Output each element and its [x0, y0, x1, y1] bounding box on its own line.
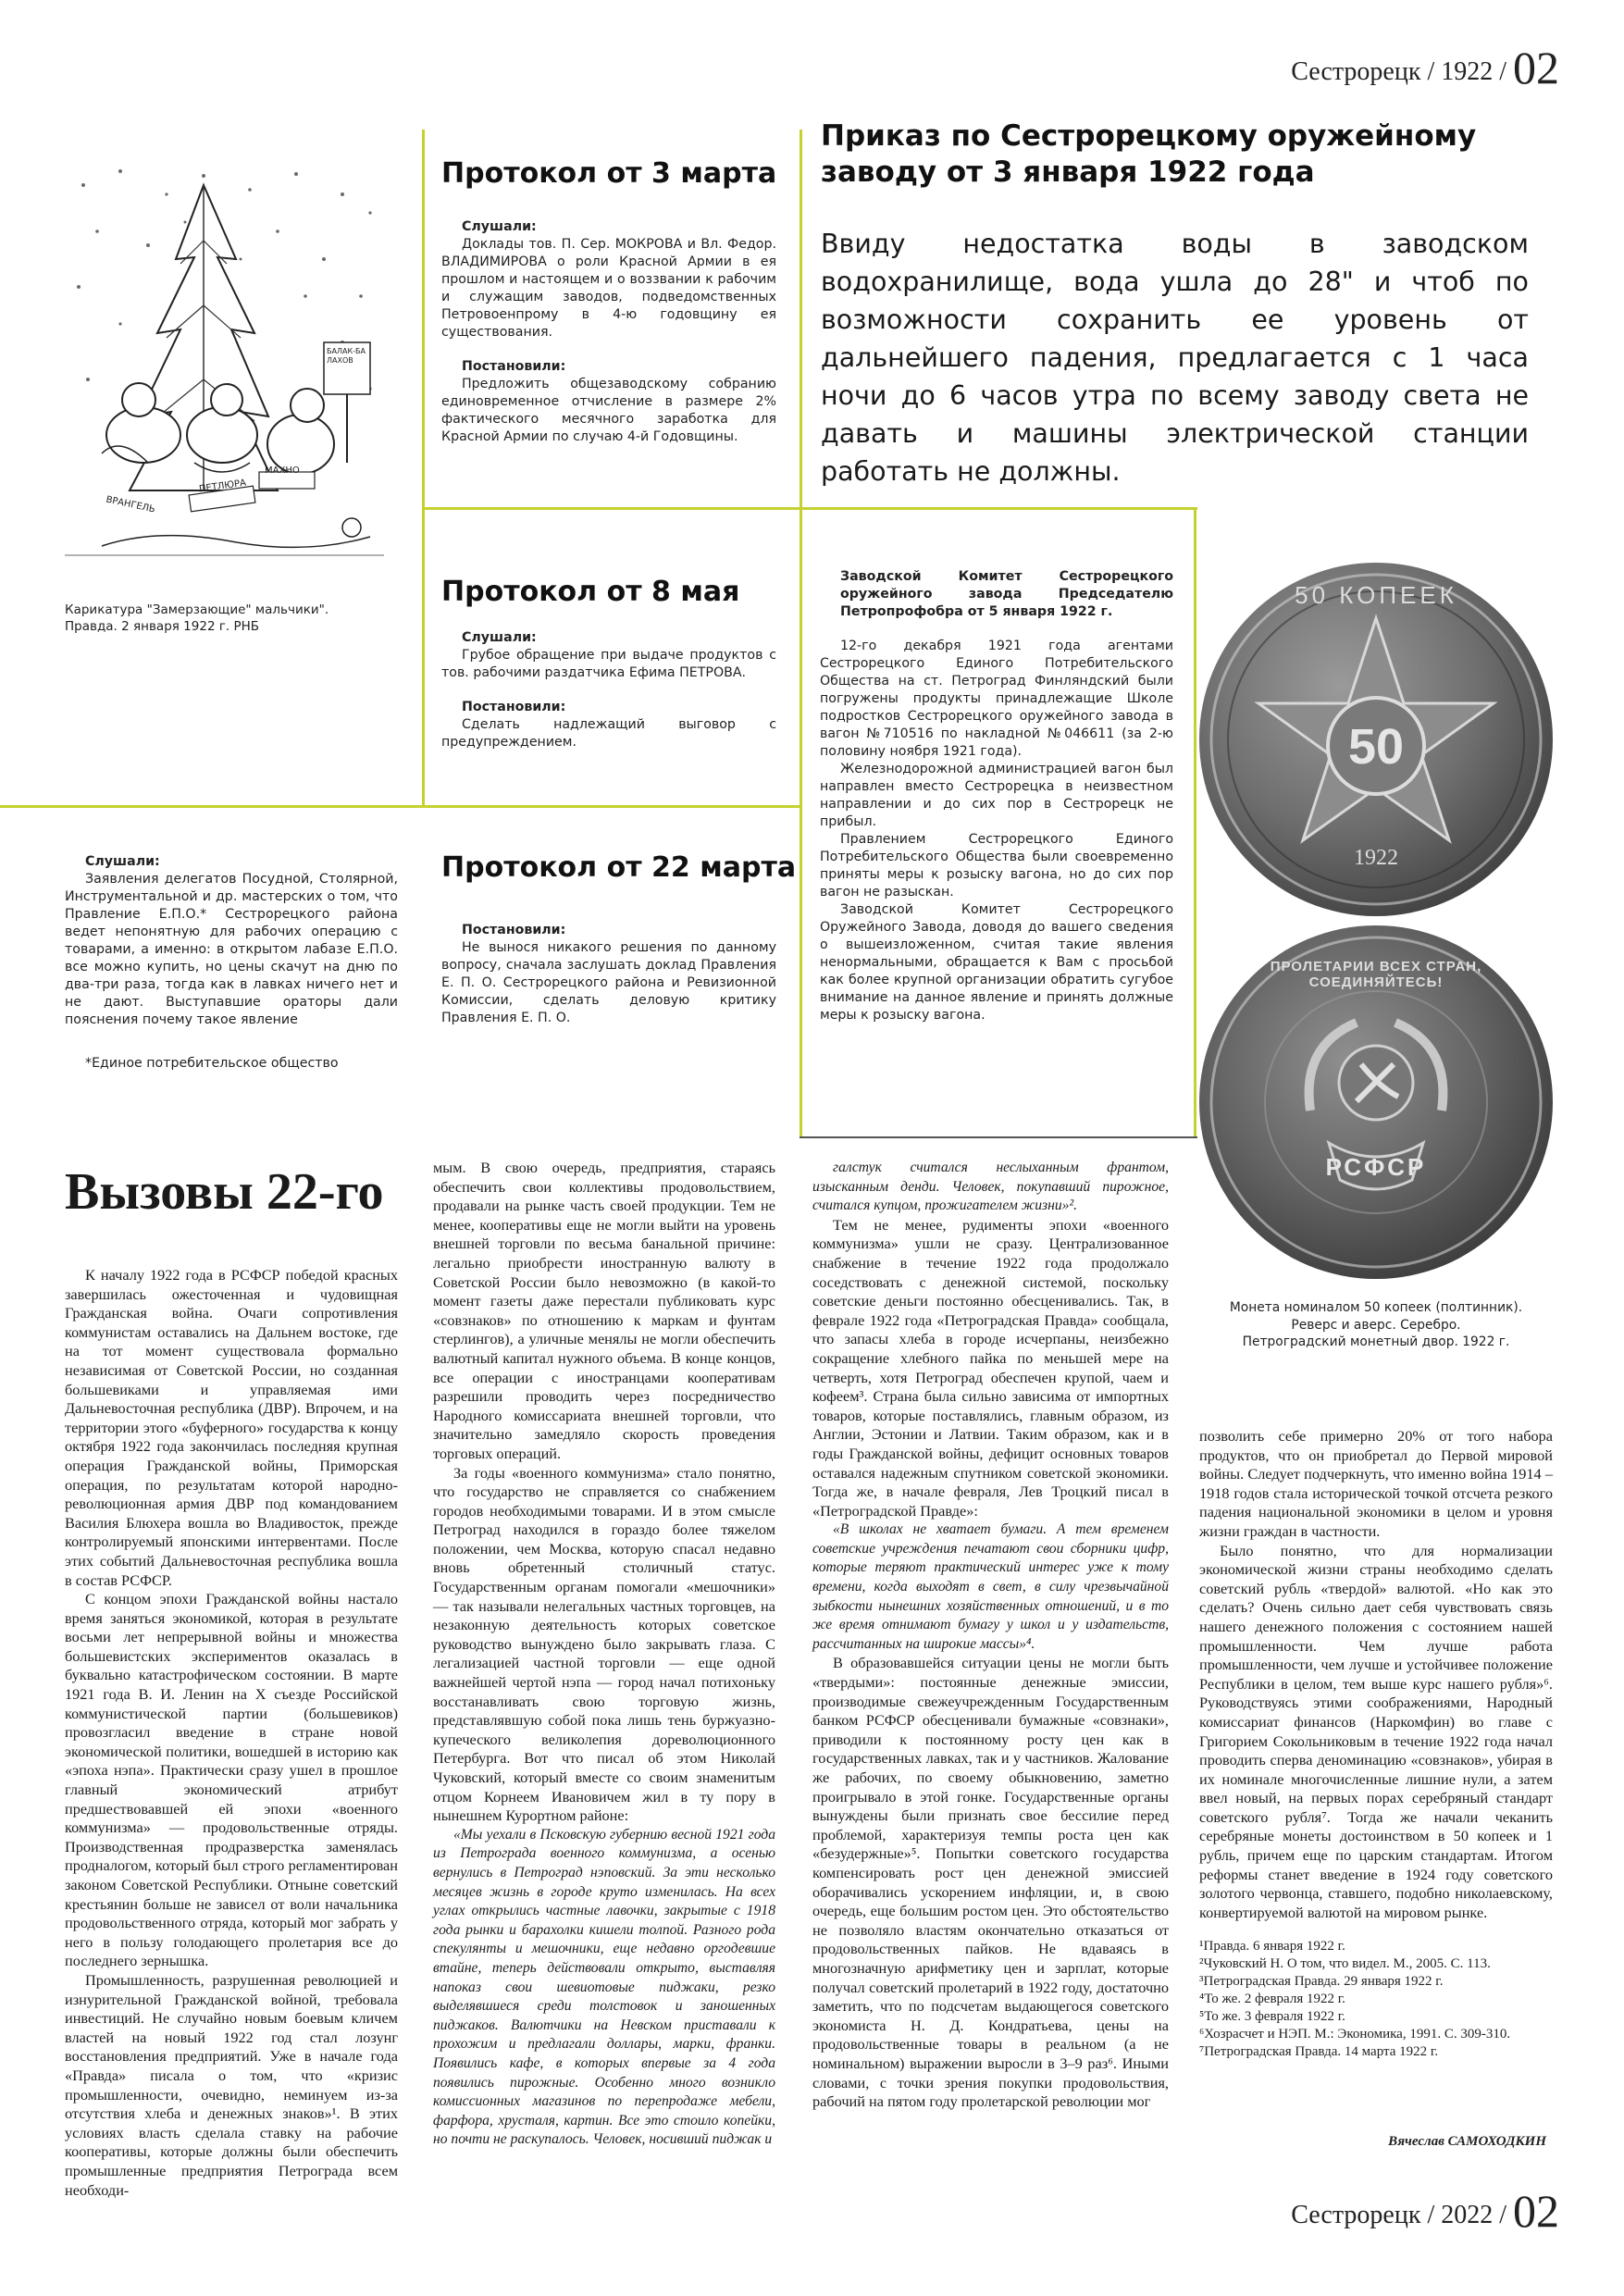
article-column-2: [433, 1159, 775, 2150]
sign-makhno: МАХНО: [265, 465, 300, 476]
footnote: ²Чуковский Н. О том, что видел. М., 2005. С. 113.: [1199, 1956, 1491, 1971]
footnote: ³Петроградская Правда. 29 января 1922 г.: [1199, 1974, 1444, 1989]
coin-reverse-year: 1922: [1354, 846, 1398, 870]
coin-obverse: [1199, 925, 1553, 1279]
resolved-text: Предложить общезаводскому собранию единовременное отчисление в размере 2% фактического месячного заработка для Красной Армии по случаю 4-й Годовщины.: [441, 377, 776, 444]
article-author: Вячеслав САМОХОДКИН: [1388, 2134, 1546, 2149]
coin-reverse-value: 50: [1347, 719, 1405, 775]
coin-caption: [1199, 1299, 1553, 1351]
footnote: ¹Правда. 6 января 1922 г.: [1199, 1939, 1345, 1954]
article-paragraph: Было понятно, что для нормализации экономической жизни страны необходимо сделать советский рубль «твердой» валютой. «Но как это сделать? Очень сильно дает себя чувствовать связь нашего денежного положения с состоянием нашей промышленности. Чем лучше работа промышленности, чем лучше и устойчивее положение Республики в целом, тем выше курс нашего рубля»⁶. Руководствуясь этими соображениями, Народный комиссариат финансов (Наркомфин) во главе с Григорием Сокольниковым в течение 1922 года начал проводить сперва деноминацию «совзнаков», убирая в их номинале многочисленные лишние нули, а затем ввел новый, на первых порах серебряный стандарт советского рубля⁷. Тогда же начали чеканить серебряные монеты достоинством в 50 копеек и 1 рубль, причем еще по царским стандартам. Итогом реформы станет введение в 1924 году советского золотого червонца, ставшего, подобно николаевскому, конвертируемой валютой на мировом рынке.: [1199, 1541, 1553, 1921]
coin-obverse-rsfsr: РСФСР: [1325, 1153, 1427, 1181]
column-rule: [422, 130, 425, 805]
coin-reverse-denomination: 50 КОПЕЕК: [1295, 581, 1457, 609]
coin-obverse-motto: ПРОЛЕТАРИИ ВСЕХ СТРАН, СОЕДИНЯЙТЕСЬ!: [1270, 959, 1482, 990]
footnote: ⁶Хозрасчет и НЭП. М.: Экономика, 1991. С. 309-310.: [1199, 2027, 1511, 2042]
article-paragraph: Промышленность, разрушенная революцией и изнурительной Гражданской войной, требовала инвестиций. Не случайно новым боевым кличем властей на новый 1922 год стал лозунг восстановления предприятий. Уже в начале года «Правда» писала о том, что «кризис промышленности, очевидно, неминуем из-за отсутствия хлеба и денежных знаков»¹. В этих условиях власть сделала ставку на рабочие кооперативы, которые должны были обеспечить промышленные предприятия Петрограда всем необходи-: [65, 1970, 398, 2199]
caption-line: Правда. 2 января 1922 г. РНБ: [65, 619, 260, 634]
article-quote: галстук считался неслыханным франтом, изысканным денди. Человек, покупавший пирожное, считался купцом, прожигателем жизни»².: [812, 1160, 1169, 1214]
letter-block: [820, 568, 1173, 1024]
meeting-footnote: *Единое потребительское общество: [85, 1056, 339, 1071]
article-paragraph: позволить себе примерно 20% от того набора продуктов, что он приобретал до Первой мировой войны. Следует подчеркнуть, что именно война 1914 – 1918 годов стала исторической точкой отсчета резкого падения национальной экономики в целом и уровня жизни граждан в частности.: [1199, 1427, 1553, 1540]
resolved-label: Постановили:: [462, 359, 566, 374]
heard-label: Слушали:: [462, 219, 537, 234]
page-number: 02: [1513, 2185, 1559, 2237]
sign-wrangel: ВРАНГЕЛЬ: [105, 494, 156, 515]
running-year: 2022: [1441, 2201, 1494, 2229]
article-title: Вызовы 22-го: [65, 1163, 384, 1221]
row-rule: [800, 1136, 1197, 1138]
protocol-march22-title: Протокол от 22 марта: [441, 851, 797, 884]
caption-line: Петроградский монетный двор. 1922 г.: [1242, 1334, 1510, 1349]
resolved-text: Не вынося никакого решения по данному вопросу, сначала заслушать доклад Правления Е. П. О. Сестрорецкого района и Ревизионной Комиссии, сделать деловую критику Правления Е. П. О.: [441, 940, 776, 1025]
protocol-march3-title: Протокол от 3 марта: [441, 157, 777, 190]
heard-text: Грубое обращение при выдаче продуктов с тов. рабочими раздатчика Ефима ПЕТРОВА.: [441, 648, 776, 680]
row-rule: [0, 805, 801, 808]
caption-line: Монета номиналом 50 копеек (полтинник).: [1229, 1300, 1523, 1315]
running-year: 1922: [1441, 57, 1494, 86]
article-paragraph: С концом эпохи Гражданской войны настало время заняться экономикой, которая в результате восьми лет непрерывной войны и множества большевистских экспериментов оказалась в буквально катастрофическом состоянии. В марте 1921 года В. И. Ленин на X съезде Российской коммунистической партии (большевиков) провозгласил введение в стране новой экономической политики, вошедшей в историю как «эпоха нэпа». Практически сразу ушел в прошлое главный экономический атрибут предшествовавшей ей эпохи «военного коммунизма» — продовольственные отряды. Производственная продразверстка заменялась продналогом, который был строго регламентирован законом Советской Республики. Отныне советский крестьянин больше не зависел от воли начальника продовольственного отряда, который мог забрать у него в пользу голодающего пролетария все до последнего зернышка.: [65, 1590, 398, 1970]
protocol-may8-body: [441, 629, 776, 751]
resolved-label: Постановили:: [462, 700, 566, 714]
footnote: ⁴То же. 2 февраля 1922 г.: [1199, 1992, 1345, 2006]
article-footnotes: [1199, 1938, 1553, 2061]
caption-line: Реверс и аверс. Серебро.: [1291, 1317, 1461, 1333]
page-number: 02: [1513, 42, 1559, 93]
article-paragraph: К началу 1922 года в РСФСР победой красных завершилась ожесточенная и чудовищная Гражданская война. Очаги сопротивления коммунистам оставались на Дальнем востоке, где на тот момент существовала формально независимая от Советской России, но созданная большевиками и управляемая ими Дальневосточная республика (ДВР). Впрочем, и на территории этого «буферного» государства к концу октября 1922 года закончилась последняя крупная операция Гражданской войны, Приморская операция, по результатам которой народно-революционная армия ДВР под командованием Василия Блюхера вошла во Владивосток, прежде контролируемый японскими интервентами. После этих событий Дальневосточная республика вошла в состав РСФСР.: [65, 1266, 398, 1589]
resolved-text: Сделать надлежащий выговор с предупреждением.: [441, 717, 776, 750]
order-text: Ввиду недостатка воды в заводском водохранилище, вода ушла до 28" и чтоб по возможности сохранить ее уровень от дальнейшего падения, предлагается с 1 часа ночи до 6 часов утра по всему заводу света не давать и машины электрической станции работать не должны.: [821, 229, 1529, 487]
caricature-illustration: [65, 157, 384, 565]
column-rule: [1194, 507, 1196, 1136]
sign-petlura: ПЕТЛЮРА: [198, 478, 247, 495]
article-column-3: [812, 1159, 1169, 2112]
running-footer: Сестрорецк / 2022 / 02: [1291, 2185, 1559, 2237]
article-paragraph: В образовавшейся ситуации цены не могли быть «твердыми»: постоянные денежные эмиссии, производимые свежеучрежденным Государственным банком РСФСР обесценивали бумажные «совзнаки», приводили к постоянному росту цен как в государственных лавках, так и у частников. Жалование же рабочих, по своему обыкновению, заметно проигрывало в этой гонке. Государственные органы вынуждены были признать свое бессилие перед проблемой, характеризуя темпы роста цен как «безудержные»⁵. Попытки советского государства компенсировать рост цен денежной эмиссией оборачивались ускорением инфляции, и, в свою очередь, еще большим ростом цен. Это обстоятельство не позволяло властям окончательно отказаться от продовольственных пайков. Не вдаваясь в многозначную арифметику цен и зарплат, которые получал советский пролетарий в 1922 году, достаточно заметить, что по подсчетам выдающегося советского экономиста Н. Д. Кондратьева, цены на продовольственные товары в реальном (а не номинальном) выражении выросли в 3–9 раз⁶. Иными словами, с точки зрения покупки продовольствия, рабочий на пятом году пролетарской революции мог: [812, 1654, 1169, 2111]
protocol-may8-title: Протокол от 8 мая: [441, 576, 740, 608]
article-quote: «В школах не хватает бумаги. А тем временем советские учреждения печатают свои сборники цифр, которые теряют практический интерес уже к тому времени, когда выходят в свет, в силу чрезвычайной зыбкости нынешних хозяйственных отношений, и в то же время отнимают бумагу у школ и у издательств, рассчитанных на широкие массы»⁴.: [812, 1521, 1169, 1652]
caricature-caption: [65, 602, 329, 635]
heard-text: Доклады тов. П. Сер. МОКРОВА и Вл. Федор. ВЛАДИМИРОВА о роли Красной Армии в ея прошлом и настоящем и о воззвании к рабочим и служащим заводов, подведомственных Петровоенпрому в 4-ю годовщину ея существования.: [441, 237, 776, 340]
footnote: ⁵То же. 3 февраля 1922 г.: [1199, 2009, 1345, 2024]
protocol-march22-body: [441, 922, 776, 1027]
article-column-1: [65, 1266, 398, 2200]
row-rule: [422, 507, 1197, 510]
heard-label: Слушали:: [85, 854, 160, 869]
letter-paragraph: Правлением Сестрорецкого Единого Потребительского Общества были своевременно приняты меры к розыску вагона, но до сих пор вагон не разыскан.: [820, 832, 1173, 900]
letter-paragraph: Железнодорожной администрацией вагон был направлен вместо Сестрорецка в неизвестном направлении и до сих пор в Сестрорецк не прибыл.: [820, 762, 1173, 829]
meeting-block: [65, 853, 398, 1073]
column-rule: [800, 130, 802, 1138]
order-title: Приказ по Сестрорецкому оружейному заводу от 3 января 1922 года: [821, 119, 1477, 189]
running-title: Сестрорецк: [1291, 57, 1421, 86]
heard-label: Слушали:: [462, 630, 537, 645]
article-paragraph: За годы «военного коммунизма» стало понятно, что государство не справляется со снабжением городов необходимыми товарами. И в этом смысле Петроград находился в гораздо более тяжелом положении, чем Москва, которую спасал недавно вновь обретенный столичный статус. Государственным органам помогали «мешочники» — так называли нелегальных частных торговцев, на незаконную деятельность которых советское руководство вынуждено было закрывать глаза. С легализацией частной торговли — еще одной важнейшей чертой нэпа — город начал потихоньку восстанавливать свою торговую жизнь, представлявшую собой пока лишь тень буржуазно-купеческого великолепия дореволюционного Петербурга. Вот что писал об этом Николай Чуковский, который вместе со своим знаменитым отцом Корнеем Ивановичем жил в ту пору в нынешнем Курортном районе:: [433, 1463, 775, 1825]
heard-text: Заявления делегатов Посудной, Столярной, Инструментальной и др. мастерских о том, что Правление Е.П.О.* Сестрорецкого района ведет непонятную для рабочих операцию с товарами, а именно: в открытом лабазе Е.П.О. все можно купить, но цены скачут на дню по два-три раза, тогда как в лавках ничего нет и не дают. Выступавшие ораторы дали пояснения почему такое явление: [65, 872, 398, 1027]
protocol-march3-body: [441, 218, 776, 446]
resolved-label: Постановили:: [462, 923, 566, 937]
article-paragraph: мым. В свою очередь, предприятия, стараясь обеспечить свои коллективы продовольствием, продавали на рынке часть своей продукции. Тем не менее, кооперативы еще не могли выйти на уровень внешней торговли по весьма банальной причине: легально приобрести иностранную валюту в Советской России было невозможно (в какой-то момент газеты даже перестали публиковать курс «совзнаков» по отношению к маркам и фунтам стерлингов), а уличные менялы не могли обеспечить валютный капитал нужного объема. В конце концов, все операции с иностранцами кооперативам разрешили проводить через посредничество Народного комиссариата внешней торговли, что значительно замедляло скорость проведения торговых операций.: [433, 1159, 775, 1462]
article-column-4: [1199, 1427, 1553, 1922]
caption-line: Карикатура "Замерзающие" мальчики".: [65, 602, 329, 617]
coin-reverse: [1199, 563, 1553, 916]
footnote: ⁷Петроградская Правда. 14 марта 1922 г.: [1199, 2044, 1439, 2059]
article-paragraph: Тем не менее, рудименты эпохи «военного коммунизма» ушли не сразу. Централизованное снабжение в течение 1922 года продолжало соседствовать с денежной системой, поскольку советские деньги постоянно обесценивались. Так, в феврале 1922 года «Петроградская Правда» сообщала, что запасы хлеба в городе исчерпаны, неизбежно сокращение хлебного пайка по меньшей мере на четверть, хотя Петроград обеспечен крупой, чаем и кофеем³. Страна была сильно зависима от импортных товаров, которые поставлялись, главным образом, из Англии, Эстонии и Латвии. Таким образом, как и в годы Гражданской войны, дефицит основных товаров оставался надежным спутником советской экономики. Тогда же, в начале февраля, Лев Троцкий писал в «Петроградской Правде»:: [812, 1215, 1169, 1520]
letter-paragraph: Заводской Комитет Сестрорецкого Оружейного Завода, доводя до вашего сведения о вышеизложенном, считая такие явления ненормальными, обращается к Вам с просьбой как более крупной организации обратить сугубое внимание на данное явление и принять должные меры к розыску вагона.: [820, 902, 1173, 1023]
running-title: Сестрорецк: [1291, 2201, 1421, 2229]
letter-title: Заводской Комитет Сестрорецкого оружейного завода Председателю Петропрофобра от 5 января 1922 г.: [840, 569, 1173, 619]
sign-balakhovich: БАЛАК-БАЛАХОВ: [327, 347, 366, 365]
letter-paragraph: 12-го декабря 1921 года агентами Сестрорецкого Единого Потребительского Общества на ст. Петроград Финляндский были погружены продукты принадлежащие Школе подростков Сестрорецкого оружейного завода в вагон №710516 по накладной №046611 (за 2-ю половину ноября 1921 года).: [820, 639, 1173, 759]
article-quote: «Мы уехали в Псковскую губернию весной 1921 года из Петрограда военного коммунизма, а осенью вернулись в Петроград нэповский. За эти несколько месяцев жизнь в городе круто изменилась. На всех углах открылись частные лавочки, закрытые с 1918 года рынки и барахолки кишели толпой. Разного рода спекулянты и мешочники, еще недавно оргодевшие втайне, теперь действовали открыто, выставляя напоказ свои шевиотовые пиджаки, резко выделявшиеся среди толстовок и заношенных пиджаков. Валютчики на Невском приставали к прохожим и предлагали доллары, марки, франки. Появились кафе, в которых впервые за 4 года появились пирожные. Особенно много возникло комиссионных магазинов по перепродаже мебели, фарфора, хрусталя, картин. Все это стоило копейки, но почти не раскупалось. Человек, носивший пиджак и: [433, 1826, 775, 2148]
running-header: Сестрорецк / 1922 / 02: [1291, 42, 1559, 93]
